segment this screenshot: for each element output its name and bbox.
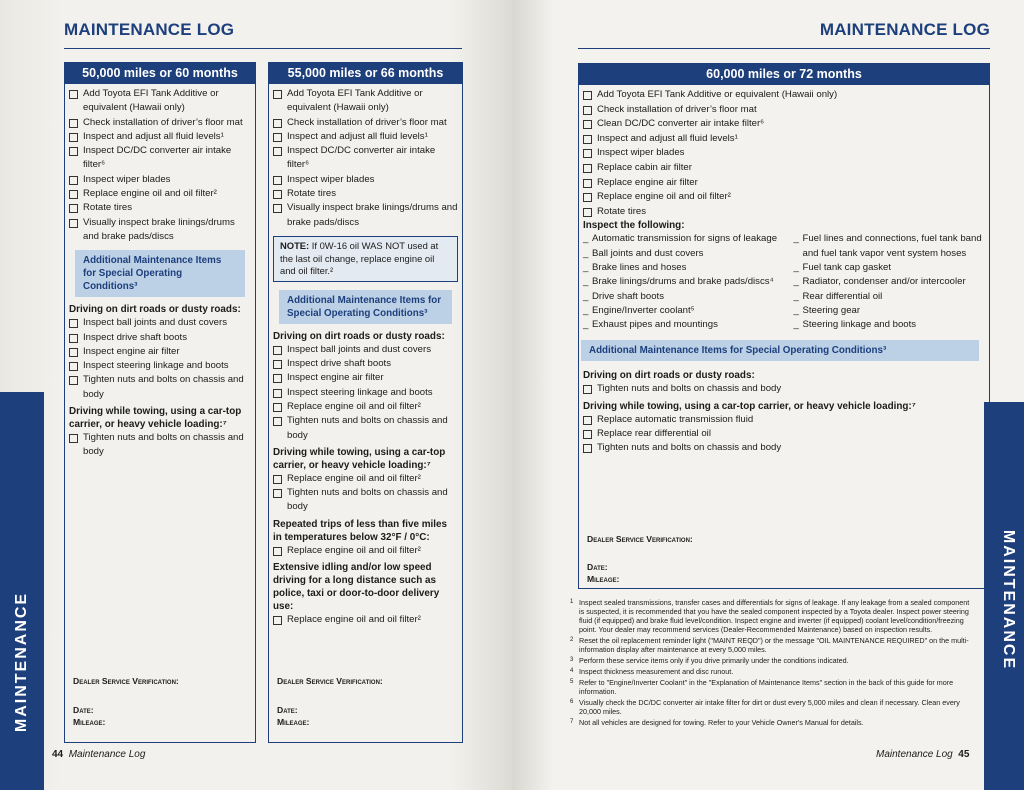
checkbox-icon[interactable] bbox=[69, 319, 78, 328]
item-label: Visually inspect brake linings/drums and brake pads/discs bbox=[287, 202, 458, 228]
towing-items bbox=[273, 472, 458, 515]
checkbox-icon[interactable] bbox=[583, 430, 592, 439]
checklist-item bbox=[273, 613, 458, 627]
service-items bbox=[579, 85, 989, 219]
inspection-item bbox=[583, 290, 787, 304]
checkbox-icon[interactable] bbox=[583, 149, 592, 158]
short-trips-items bbox=[273, 544, 458, 558]
checklist-item bbox=[273, 130, 458, 144]
dealer-verification-label: Dealer Service Verification: bbox=[73, 676, 179, 686]
item-label: Replace engine oil and oil filter² bbox=[597, 191, 731, 203]
footnote-text: Visually check the DC/DC converter air intake filter for dirt or dust every 5,000 miles and clean if necessary. Clean every 20,000 miles. bbox=[579, 698, 960, 716]
checklist-item bbox=[69, 87, 251, 116]
checkbox-icon[interactable] bbox=[69, 219, 78, 228]
item-label: Tighten nuts and bolts on chassis and body bbox=[287, 415, 448, 441]
checklist-item bbox=[273, 371, 458, 385]
checkbox-icon[interactable] bbox=[583, 91, 592, 100]
page-number: 44 bbox=[52, 749, 64, 760]
item-label: Ball joints and dust covers bbox=[592, 247, 704, 259]
special-conditions bbox=[269, 330, 462, 628]
additional-items-heading: Additional Maintenance Items for Special Operating Conditions³ bbox=[279, 290, 452, 324]
footnote-text: Refer to "Engine/Inverter Coolant" in the "Explanation of Maintenance Items" section in the back of this guide for more information. bbox=[579, 678, 954, 696]
item-label: Add Toyota EFI Tank Additive or equivalent (Hawaii only) bbox=[83, 88, 219, 114]
inspect-list-right bbox=[793, 232, 985, 332]
mileage-label: Mileage: bbox=[73, 717, 106, 727]
footer-label: Maintenance Log bbox=[68, 749, 146, 760]
item-label: Inspect engine air filter bbox=[83, 345, 180, 357]
footnote bbox=[570, 656, 972, 665]
page-number: 45 bbox=[958, 749, 970, 760]
page-footer bbox=[52, 749, 145, 760]
item-label: Check installation of driver’s floor mat bbox=[597, 103, 757, 115]
blank-line-icon: _ bbox=[793, 290, 799, 302]
item-label: Replace engine oil and oil filter² bbox=[287, 544, 421, 556]
footnotes bbox=[570, 598, 972, 729]
checkbox-icon[interactable] bbox=[69, 434, 78, 443]
checkbox-icon[interactable] bbox=[273, 204, 282, 213]
checkbox-icon[interactable] bbox=[69, 133, 78, 142]
checkbox-icon[interactable] bbox=[69, 176, 78, 185]
checklist-item bbox=[273, 187, 458, 201]
item-label: Replace engine air filter bbox=[597, 176, 698, 188]
checklist-item bbox=[69, 216, 251, 245]
footnote-text: Not all vehicles are designed for towing. Refer to your Vehicle Owner's Manual for details. bbox=[579, 718, 864, 727]
blank-line-icon: _ bbox=[793, 233, 799, 245]
item-label: Visually inspect brake linings/drums and brake pads/discs bbox=[83, 216, 235, 242]
inspection-item bbox=[583, 318, 787, 332]
inspection-item bbox=[793, 318, 985, 332]
footnote bbox=[570, 678, 972, 696]
checklist-item bbox=[583, 441, 985, 455]
checklist-item bbox=[69, 130, 251, 144]
footnote bbox=[570, 636, 972, 654]
item-label: Inspect ball joints and dust covers bbox=[83, 317, 227, 329]
footnote-text: Perform these service items only if you drive primarily under the conditions indicated. bbox=[579, 656, 849, 665]
blank-line-icon: _ bbox=[793, 261, 799, 273]
checklist-item bbox=[273, 87, 458, 116]
checklist-item bbox=[273, 544, 458, 558]
log-column-55000 bbox=[268, 62, 463, 743]
checkbox-icon[interactable] bbox=[583, 106, 592, 115]
blank-line-icon: _ bbox=[583, 261, 589, 273]
checklist-item bbox=[583, 103, 985, 118]
dirt-roads-items bbox=[273, 343, 458, 443]
footnote-number: 7 bbox=[570, 719, 574, 725]
item-label: Check installation of driver’s floor mat bbox=[83, 116, 243, 128]
checklist-item bbox=[69, 316, 251, 330]
item-label: Replace engine oil and oil filter² bbox=[83, 188, 217, 200]
item-label: Inspect DC/DC converter air intake filter⁶ bbox=[83, 145, 232, 171]
footnote-number: 6 bbox=[570, 699, 574, 705]
checklist-item bbox=[273, 414, 458, 443]
additional-items-heading: Additional Maintenance Items for Special Operating Conditions³ bbox=[75, 250, 245, 297]
title-rule bbox=[64, 48, 462, 49]
checkbox-icon[interactable] bbox=[273, 147, 282, 156]
blank-line-icon: _ bbox=[793, 319, 799, 331]
checkbox-icon[interactable] bbox=[273, 547, 282, 556]
dirt-roads-heading: Driving on dirt roads or dusty roads: bbox=[583, 370, 755, 382]
item-label: Replace cabin air filter bbox=[597, 161, 692, 173]
footnote bbox=[570, 698, 972, 716]
checkbox-icon[interactable] bbox=[273, 360, 282, 369]
date-label: Date: bbox=[587, 562, 608, 572]
right-page bbox=[512, 0, 1024, 790]
footnote-text: Inspect thickness measurement and disc runout. bbox=[579, 667, 734, 676]
footnote-number: 1 bbox=[570, 599, 574, 605]
blank-line-icon: _ bbox=[583, 290, 589, 302]
inspection-item bbox=[793, 290, 985, 304]
special-conditions bbox=[579, 369, 989, 455]
checklist-item bbox=[273, 144, 458, 173]
title-rule bbox=[578, 48, 990, 49]
checkbox-icon[interactable] bbox=[583, 164, 592, 173]
checkbox-icon[interactable] bbox=[273, 190, 282, 199]
item-label: Radiator, condenser and/or intercooler bbox=[802, 276, 966, 288]
item-label: Add Toyota EFI Tank Additive or equivalent (Hawaii only) bbox=[287, 88, 423, 114]
item-label: Inspect and adjust all fluid levels¹ bbox=[287, 130, 428, 142]
item-label: Replace rear differential oil bbox=[597, 428, 711, 440]
item-label: Rear differential oil bbox=[802, 290, 883, 302]
item-label: Inspect wiper blades bbox=[287, 173, 375, 185]
service-items bbox=[65, 84, 255, 244]
item-label: Inspect steering linkage and boots bbox=[287, 386, 433, 398]
inspection-item bbox=[793, 275, 985, 289]
checklist-item bbox=[273, 472, 458, 486]
item-label: Exhaust pipes and mountings bbox=[592, 319, 718, 331]
checkbox-icon[interactable] bbox=[69, 90, 78, 99]
checkbox-icon[interactable] bbox=[583, 385, 592, 394]
checkbox-icon[interactable] bbox=[273, 176, 282, 185]
footer-label: Maintenance Log bbox=[876, 749, 953, 760]
item-label: Replace engine oil and oil filter² bbox=[287, 614, 421, 626]
additional-items-heading: Additional Maintenance Items for Special Operating Conditions³ bbox=[581, 340, 979, 361]
checkbox-icon[interactable] bbox=[583, 135, 592, 144]
checkbox-icon[interactable] bbox=[273, 119, 282, 128]
checklist-item bbox=[583, 132, 985, 147]
blank-line-icon: _ bbox=[583, 319, 589, 331]
item-label: Fuel lines and connections, fuel tank band and fuel tank vapor vent system hoses bbox=[802, 233, 982, 259]
date-label: Date: bbox=[277, 705, 298, 715]
inspection-item bbox=[583, 247, 787, 261]
checklist-item bbox=[583, 117, 985, 132]
side-tab-label: MAINTENANCE bbox=[13, 591, 30, 733]
footnote bbox=[570, 667, 972, 676]
dirt-roads-items bbox=[583, 382, 985, 396]
checklist-item bbox=[273, 357, 458, 371]
towing-heading: Driving while towing, using a car-top carrier, or heavy vehicle loading:⁷ bbox=[273, 446, 446, 471]
mileage-label: Mileage: bbox=[587, 574, 620, 584]
checklist-item bbox=[273, 386, 458, 400]
inspection-item bbox=[583, 261, 787, 275]
checkbox-icon[interactable] bbox=[273, 417, 282, 426]
oil-note bbox=[273, 236, 458, 282]
checklist-item bbox=[583, 176, 985, 191]
page-footer bbox=[876, 749, 969, 760]
checkbox-icon[interactable] bbox=[69, 348, 78, 357]
checklist-item bbox=[69, 187, 251, 201]
item-label: Check installation of driver’s floor mat bbox=[287, 116, 447, 128]
item-label: Inspect drive shaft boots bbox=[287, 358, 391, 370]
inspection-item bbox=[793, 232, 985, 261]
checkbox-icon[interactable] bbox=[273, 475, 282, 484]
dirt-roads-heading: Driving on dirt roads or dusty roads: bbox=[69, 304, 241, 316]
inspection-item bbox=[583, 275, 787, 289]
checkbox-icon[interactable] bbox=[69, 376, 78, 385]
column-heading: 60,000 miles or 72 months bbox=[579, 64, 989, 85]
item-label: Inspect wiper blades bbox=[597, 147, 685, 159]
item-label: Inspect wiper blades bbox=[83, 173, 171, 185]
mileage-label: Mileage: bbox=[277, 717, 310, 727]
inspection-item bbox=[583, 304, 787, 318]
page-title: MAINTENANCE LOG bbox=[819, 20, 990, 39]
checklist-item bbox=[583, 413, 985, 427]
column-heading: 50,000 miles or 60 months bbox=[65, 63, 255, 84]
special-conditions bbox=[65, 303, 255, 459]
checklist-item bbox=[69, 116, 251, 130]
item-label: Automatic transmission for signs of leakage bbox=[592, 233, 778, 245]
log-column-60000 bbox=[578, 63, 990, 589]
checkbox-icon[interactable] bbox=[583, 193, 592, 202]
checkbox-icon[interactable] bbox=[69, 119, 78, 128]
checklist-item bbox=[583, 161, 985, 176]
service-items bbox=[269, 84, 462, 230]
item-label: Rotate tires bbox=[597, 205, 647, 217]
footnote-number: 2 bbox=[570, 637, 574, 643]
blank-line-icon: _ bbox=[583, 304, 589, 316]
item-label: Inspect ball joints and dust covers bbox=[287, 343, 431, 355]
checklist-item bbox=[69, 373, 251, 402]
checklist-item bbox=[69, 201, 251, 215]
checklist-item bbox=[273, 173, 458, 187]
checkbox-icon[interactable] bbox=[273, 346, 282, 355]
item-label: Brake lines and hoses bbox=[592, 261, 687, 273]
item-label: Clean DC/DC converter air intake filter⁶ bbox=[597, 118, 765, 130]
towing-items bbox=[69, 431, 251, 460]
checklist-item bbox=[69, 331, 251, 345]
item-label: Inspect and adjust all fluid levels¹ bbox=[83, 130, 224, 142]
item-label: Tighten nuts and bolts on chassis and body bbox=[597, 383, 782, 395]
checklist-item bbox=[69, 345, 251, 359]
checklist-item bbox=[69, 144, 251, 173]
item-label: Brake linings/drums and brake pads/discs⁴ bbox=[592, 276, 774, 288]
checkbox-icon[interactable] bbox=[583, 416, 592, 425]
blank-line-icon: _ bbox=[583, 247, 589, 259]
idling-items bbox=[273, 613, 458, 627]
checklist-item bbox=[273, 201, 458, 230]
item-label: Tighten nuts and bolts on chassis and body bbox=[83, 374, 244, 400]
item-label: Inspect steering linkage and boots bbox=[83, 360, 229, 372]
inspect-heading: Inspect the following: bbox=[583, 220, 685, 232]
checklist-item bbox=[583, 146, 985, 161]
dirt-roads-items bbox=[69, 316, 251, 402]
towing-heading: Driving while towing, using a car-top carrier, or heavy vehicle loading:⁷ bbox=[69, 406, 242, 431]
checkbox-icon[interactable] bbox=[273, 489, 282, 498]
item-label: Rotate tires bbox=[83, 202, 133, 214]
blank-line-icon: _ bbox=[583, 233, 589, 245]
side-tab-label: MAINTENANCE bbox=[1000, 529, 1017, 671]
checkbox-icon[interactable] bbox=[273, 389, 282, 398]
footnote-number: 5 bbox=[570, 679, 574, 685]
item-label: Replace automatic transmission fluid bbox=[597, 413, 754, 425]
checklist-item bbox=[583, 427, 985, 441]
checkbox-icon[interactable] bbox=[69, 147, 78, 156]
checklist-item bbox=[69, 359, 251, 373]
item-label: Tighten nuts and bolts on chassis and body bbox=[287, 487, 448, 513]
inspection-item bbox=[793, 261, 985, 275]
item-label: Drive shaft boots bbox=[592, 290, 664, 302]
checkbox-icon[interactable] bbox=[273, 616, 282, 625]
checkbox-icon[interactable] bbox=[583, 179, 592, 188]
checkbox-icon[interactable] bbox=[583, 208, 592, 217]
inspect-columns bbox=[583, 232, 985, 332]
checkbox-icon[interactable] bbox=[273, 403, 282, 412]
item-label: Inspect engine air filter bbox=[287, 372, 384, 384]
note-text: If 0W-16 oil WAS NOT used at the last oil change, replace engine oil and oil filter.² bbox=[280, 239, 439, 277]
checkbox-icon[interactable] bbox=[273, 90, 282, 99]
checklist-item bbox=[583, 205, 985, 220]
idling-heading: Extensive idling and/or low speed driving for a long distance such as police, taxi or door-to-door delivery use: bbox=[273, 562, 440, 613]
item-label: Steering linkage and boots bbox=[802, 319, 917, 331]
footnote-text: Inspect sealed transmissions, transfer cases and differentials for signs of leakage. If any leakage from a sealed component is suspected, it is recommended that you have the sealed component inspected by a Toyota dealer. Inspect power steering fluid (if equipped) and brake fluid level/condition. Inspect engine and inverter (if equipped) coolant level/condition/freezing point. Your dealer may recommend services (Dealer-Recommended Maintenance) based on inspection results. bbox=[579, 598, 970, 634]
checkbox-icon[interactable] bbox=[69, 362, 78, 371]
checkbox-icon[interactable] bbox=[583, 444, 592, 453]
checkbox-icon[interactable] bbox=[69, 190, 78, 199]
item-label: Add Toyota EFI Tank Additive or equivalent (Hawaii only) bbox=[597, 89, 838, 100]
towing-heading: Driving while towing, using a car-top carrier, or heavy vehicle loading:⁷ bbox=[583, 400, 916, 412]
dealer-verification-label: Dealer Service Verification: bbox=[587, 534, 693, 544]
item-label: Tighten nuts and bolts on chassis and body bbox=[597, 442, 782, 454]
dirt-roads-heading: Driving on dirt roads or dusty roads: bbox=[273, 330, 445, 342]
checklist-item bbox=[69, 431, 251, 460]
log-column-50000 bbox=[64, 62, 256, 743]
note-label: NOTE: bbox=[280, 239, 310, 251]
blank-line-icon: _ bbox=[793, 304, 799, 316]
checklist-item bbox=[583, 190, 985, 205]
item-label: Steering gear bbox=[802, 304, 861, 316]
blank-line-icon: _ bbox=[583, 276, 589, 288]
checkbox-icon[interactable] bbox=[583, 120, 592, 129]
page-title: MAINTENANCE LOG bbox=[64, 20, 235, 39]
footnote-number: 4 bbox=[570, 668, 574, 674]
checklist-item bbox=[583, 88, 985, 103]
checkbox-icon[interactable] bbox=[273, 374, 282, 383]
blank-line-icon: _ bbox=[793, 276, 799, 288]
checklist-item bbox=[273, 400, 458, 414]
maintenance-side-tab bbox=[0, 392, 44, 790]
date-label: Date: bbox=[73, 705, 94, 715]
checklist-item bbox=[583, 382, 985, 396]
checkbox-icon[interactable] bbox=[69, 204, 78, 213]
towing-items bbox=[583, 413, 985, 456]
maintenance-side-tab bbox=[984, 402, 1024, 790]
short-trips-heading: Repeated trips of less than five miles in temperatures below 32°F / 0°C: bbox=[273, 518, 447, 543]
checklist-item bbox=[69, 173, 251, 187]
dealer-verification-label: Dealer Service Verification: bbox=[277, 676, 383, 686]
item-label: Fuel tank cap gasket bbox=[802, 261, 892, 273]
item-label: Rotate tires bbox=[287, 188, 337, 200]
column-heading: 55,000 miles or 66 months bbox=[269, 63, 462, 84]
footnote-text: Reset the oil replacement reminder light ("MAINT REQD") or the message "OIL MAINTENANCE REQUIRED" on the multi-information display after maintenance at every 5,000 miles. bbox=[579, 636, 969, 654]
item-label: Inspect and adjust all fluid levels¹ bbox=[597, 132, 738, 144]
item-label: Replace engine oil and oil filter² bbox=[287, 400, 421, 412]
checklist-item bbox=[273, 486, 458, 515]
checkbox-icon[interactable] bbox=[69, 334, 78, 343]
checklist-item bbox=[273, 116, 458, 130]
checklist-item bbox=[273, 343, 458, 357]
footnote-number: 3 bbox=[570, 657, 574, 663]
item-label: Tighten nuts and bolts on chassis and body bbox=[83, 432, 244, 458]
item-label: Inspect DC/DC converter air intake filter⁶ bbox=[287, 145, 436, 171]
footnote bbox=[570, 598, 972, 634]
inspection-item bbox=[583, 232, 787, 246]
footnote bbox=[570, 718, 972, 727]
item-label: Inspect drive shaft boots bbox=[83, 331, 187, 343]
item-label: Replace engine oil and oil filter² bbox=[287, 472, 421, 484]
inspect-section bbox=[579, 219, 989, 332]
checkbox-icon[interactable] bbox=[273, 133, 282, 142]
inspect-list-left bbox=[583, 232, 787, 332]
item-label: Engine/Inverter coolant⁵ bbox=[592, 304, 695, 316]
inspection-item bbox=[793, 304, 985, 318]
